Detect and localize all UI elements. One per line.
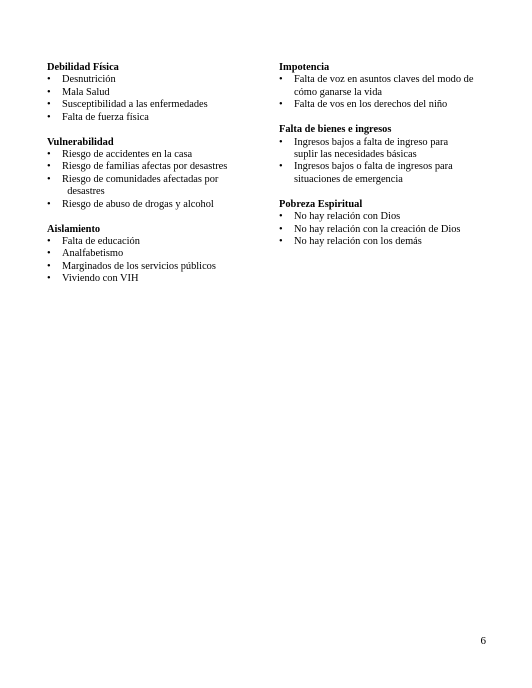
bullet-icon: • bbox=[47, 74, 51, 86]
right-column bbox=[279, 62, 494, 261]
list-item-text: Falta de voz en asuntos claves del modo de bbox=[294, 74, 474, 86]
bullet-list bbox=[279, 74, 494, 111]
list-item-text: Viviendo con VIH bbox=[62, 273, 139, 285]
list-item-text: No hay relación con la creación de Dios bbox=[294, 223, 461, 235]
section-falta-de-bienes-e-ingresos bbox=[279, 124, 494, 186]
list-item bbox=[47, 99, 262, 111]
bullet-icon: • bbox=[47, 161, 51, 173]
list-item bbox=[47, 261, 262, 273]
list-item-text: Falta de fuerza física bbox=[62, 111, 149, 123]
list-item-text: cómo ganarse la vida bbox=[294, 86, 382, 98]
section-aislamiento bbox=[47, 224, 262, 286]
list-item bbox=[47, 174, 262, 199]
list-item-text: Falta de vos en los derechos del niño bbox=[294, 99, 448, 111]
bullet-list bbox=[47, 149, 262, 211]
bullet-list bbox=[47, 236, 262, 286]
list-item bbox=[279, 236, 494, 248]
list-item bbox=[279, 99, 494, 111]
list-item-text: Riesgo de accidentes en la casa bbox=[62, 149, 193, 161]
bullet-icon: • bbox=[279, 74, 283, 86]
bullet-icon: • bbox=[279, 99, 283, 111]
list-item-text: Ingresos bajos a falta de ingreso para bbox=[294, 136, 449, 148]
list-item-text: Riesgo de familias afectas por desastres bbox=[62, 161, 228, 173]
list-item bbox=[47, 161, 262, 173]
list-item bbox=[47, 248, 262, 260]
bullet-icon: • bbox=[47, 111, 51, 123]
section-heading: Vulnerabilidad bbox=[47, 136, 114, 148]
bullet-icon: • bbox=[47, 260, 51, 272]
section-pobreza-espiritual bbox=[279, 199, 494, 249]
list-item bbox=[47, 112, 262, 124]
list-item bbox=[47, 199, 262, 211]
bullet-icon: • bbox=[279, 161, 283, 173]
list-item bbox=[279, 211, 494, 223]
list-item bbox=[279, 137, 494, 162]
bullet-list bbox=[279, 137, 494, 187]
bullet-icon: • bbox=[47, 99, 51, 111]
list-item-text: No hay relación con los demás bbox=[294, 236, 422, 248]
list-item-text: Riesgo de abuso de drogas y alcohol bbox=[62, 198, 214, 210]
section-heading: Impotencia bbox=[279, 62, 330, 73]
list-item-text: Susceptibilidad a las enfermedades bbox=[62, 99, 208, 111]
list-item-text: Falta de educación bbox=[62, 236, 140, 248]
section-vulnerabilidad bbox=[47, 137, 262, 211]
list-item-text: Marginados de los servicios públicos bbox=[62, 260, 216, 272]
list-item-text: Ingresos bajos o falta de ingresos para bbox=[294, 161, 453, 173]
list-item-text: situaciones de emergencia bbox=[294, 173, 403, 185]
list-item bbox=[279, 161, 494, 186]
bullet-icon: • bbox=[47, 273, 51, 285]
list-item-text: Riesgo de comunidades afectadas por bbox=[62, 173, 219, 185]
section-heading: Aislamiento bbox=[47, 223, 101, 235]
list-item bbox=[279, 224, 494, 236]
list-item bbox=[47, 149, 262, 161]
list-item-text: Analfabetismo bbox=[62, 248, 124, 260]
list-item-text: desastres bbox=[62, 186, 105, 198]
bullet-list bbox=[47, 74, 262, 124]
bullet-icon: • bbox=[47, 149, 51, 161]
section-heading: Falta de bienes e ingresos bbox=[279, 124, 392, 136]
list-item-text: Mala Salud bbox=[62, 86, 110, 98]
bullet-icon: • bbox=[47, 248, 51, 260]
list-item bbox=[279, 74, 494, 99]
list-item-text: No hay relación con Dios bbox=[294, 211, 401, 223]
bullet-icon: • bbox=[47, 173, 51, 185]
bullet-icon: • bbox=[47, 198, 51, 210]
bullet-icon: • bbox=[279, 236, 283, 248]
list-item-text: Desnutrición bbox=[62, 74, 116, 86]
list-item bbox=[47, 273, 262, 285]
section-heading: Debilidad Física bbox=[47, 62, 119, 73]
list-item bbox=[47, 74, 262, 86]
bullet-icon: • bbox=[279, 223, 283, 235]
bullet-icon: • bbox=[279, 136, 283, 148]
bullet-list bbox=[279, 211, 494, 248]
section-impotencia bbox=[279, 62, 494, 112]
list-item bbox=[47, 87, 262, 99]
left-column bbox=[47, 62, 262, 298]
list-item-text: suplir las necesidades básicas bbox=[294, 149, 417, 161]
bullet-icon: • bbox=[47, 236, 51, 248]
bullet-icon: • bbox=[47, 86, 51, 98]
section-heading: Pobreza Espiritual bbox=[279, 198, 363, 210]
section-debilidad-fisica bbox=[47, 62, 262, 124]
bullet-icon: • bbox=[279, 211, 283, 223]
page-number: 6 bbox=[480, 635, 486, 647]
list-item bbox=[47, 236, 262, 248]
